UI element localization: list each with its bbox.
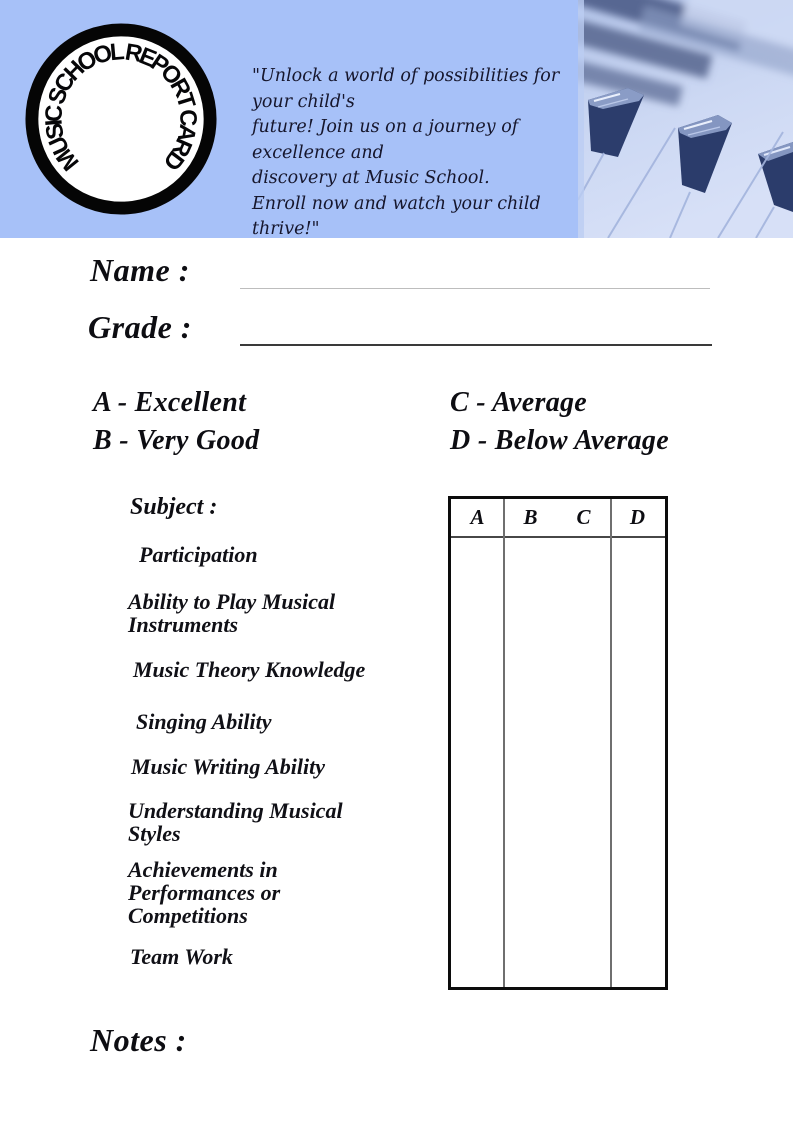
- subject-item: Team Work: [130, 944, 233, 969]
- subject-heading: Subject :: [130, 494, 218, 520]
- grade-table: [448, 496, 668, 990]
- logo-curved-text: MUSIC SCHOOL REPORT CARD: [40, 38, 202, 176]
- piano-keys-image: [578, 0, 793, 238]
- promo-quote-line: "Unlock a world of possibilities for your child's: [252, 66, 560, 112]
- name-label: Name :: [90, 252, 190, 288]
- grade-input-line[interactable]: [240, 344, 712, 346]
- grade-key-c: C - Average: [450, 387, 588, 418]
- subject-item: Understanding Musical Styles: [128, 798, 343, 846]
- notes-label: Notes :: [90, 1022, 187, 1058]
- grade-table-header-d: D: [629, 505, 646, 529]
- grade-key-a: A - Excellent: [93, 387, 247, 418]
- grade-table-header-c: C: [576, 505, 591, 529]
- subject-item: Music Writing Ability: [131, 754, 325, 779]
- school-logo-stamp: [22, 20, 220, 218]
- subject-item: Achievements in Performances or Competitions: [128, 857, 281, 928]
- grade-key-d: D - Below Average: [450, 425, 669, 456]
- name-input-line[interactable]: [240, 288, 710, 289]
- promo-quote-line: future! Join us on a journey of excellence and: [252, 117, 519, 163]
- grade-column-a-cells[interactable]: [451, 538, 503, 987]
- grade-key-b: B - Very Good: [93, 425, 260, 456]
- grade-column-d-cells[interactable]: [612, 538, 665, 987]
- subject-item: Singing Ability: [136, 709, 272, 734]
- promo-quote-line: discovery at Music School.: [252, 168, 490, 188]
- subject-item: Music Theory Knowledge: [133, 657, 366, 682]
- promo-quote: [252, 64, 592, 243]
- promo-quote-line: Enroll now and watch your child thrive!": [252, 193, 541, 239]
- banner: [0, 0, 793, 238]
- grade-table-header-b: B: [523, 505, 538, 529]
- subject-item: Participation: [139, 542, 258, 567]
- grade-column-bc-cells[interactable]: [505, 538, 610, 987]
- grade-label: Grade :: [88, 309, 192, 345]
- grade-table-header-a: A: [470, 505, 485, 529]
- subject-item: Ability to Play Musical Instruments: [128, 589, 336, 637]
